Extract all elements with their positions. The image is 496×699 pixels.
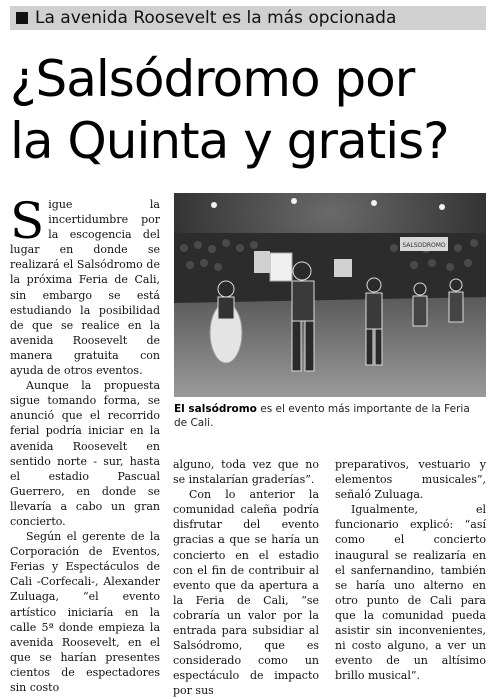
article-paragraph: Con lo anterior la comunidad caleña podría disfrutar del evento gracias a que se haría un concierto en el estadio con el fin de contribuir al evento que da apertura a la Feria de Cali, “se cobraría un valor por la entrada para subsidiar al Salsódromo, que es considerado como un espectáculo de impacto por sus — [173, 488, 319, 698]
svg-text:SALSODROMO: SALSODROMO — [402, 242, 446, 249]
article-paragraph: Aunque la propuesta sigue tomando forma, se anunció que el recorrido ferial podría iniciar en la avenida Roosevelt en sentido norte - sur, hasta el estadio Pascual Guerrero, en donde se llevaría a cabo un gran concierto. — [10, 379, 160, 528]
kicker-bar — [10, 6, 486, 30]
article-paragraph: Sigue la incertidumbre por la escogencia del lugar en donde se realizará el Salsódromo de la próxima Feria de Cali, sin embargo se está estudiando la posibilidad de que se realice en la avenida Roosevelt de manera gratuita con ayuda de otros eventos. — [10, 192, 160, 378]
photo-caption — [174, 402, 486, 430]
salsodromo-dancers-photo — [174, 193, 486, 397]
article-paragraph: alguno, toda vez que no se instalarían graderías”. — [173, 458, 319, 487]
article-paragraph: preparativos, vestuario y elementos musicales”, señaló Zuluaga. — [335, 458, 486, 502]
article-column-2 — [173, 457, 319, 699]
photo-illustration — [174, 193, 486, 397]
article-paragraph: Igualmente, el funcionario explicó: “así como el concierto inaugural se realizaría en el sanfernandino, también se haría uno alterno en otro punto de Cali para que la comunidad pueda asistir sin inconvenientes, ni costo alguno, a ver un evento de un altísimo brillo musical”. — [335, 503, 486, 683]
kicker-text: La avenida Roosevelt es la más opcionada — [35, 8, 397, 28]
square-bullet-icon — [16, 12, 28, 24]
drop-cap: S — [10, 192, 45, 250]
article-column-1 — [10, 192, 160, 695]
caption-bold-lead: El salsódromo — [174, 403, 257, 415]
headline-line-2: la Quinta y gratis? — [10, 112, 449, 170]
caption-text: es el evento más importante de la Feria de Cali. — [174, 403, 470, 429]
headline-line-1: ¿Salsódromo por — [10, 50, 415, 108]
article-paragraph: Según el gerente de la Corporación de Eventos, Ferias y Espectáculos de Cali -Corfecali-, Alexander Zuluaga, “el evento artístico iniciaría en la calle 5ª donde empieza la avenida Roosevelt, en el que se harían presentes cientos de espectadores sin costo — [10, 530, 160, 694]
headline — [10, 48, 490, 172]
article-column-3 — [335, 457, 486, 683]
